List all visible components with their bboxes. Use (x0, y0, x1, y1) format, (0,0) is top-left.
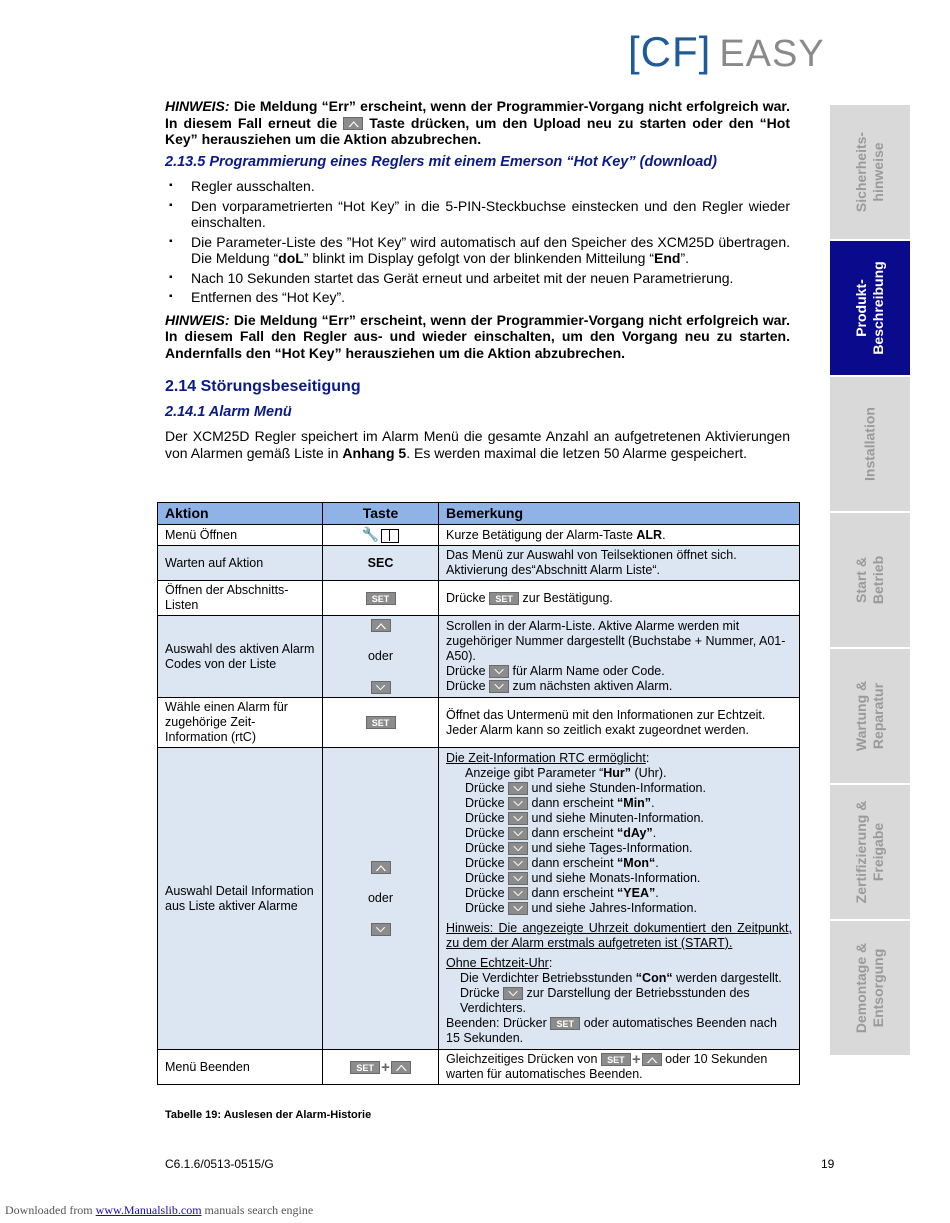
section-heading-2-14-1: 2.14.1 Alarm Menü (165, 403, 292, 420)
cell-bold: ALR (636, 527, 663, 542)
sidebar-tab-wartung-reparatur[interactable] (830, 649, 910, 785)
cell-bold: “Min” (617, 796, 652, 810)
cell-line (446, 971, 792, 1016)
plus-icon: + (631, 1051, 641, 1069)
table-cell: Wähle einen Alarm für zugehörige Zeit-Information (rtC) (158, 698, 323, 748)
down-key-icon (508, 902, 528, 915)
oder-label: oder (367, 891, 394, 905)
cell-text: und siehe Tages-Information. (528, 841, 693, 855)
table-cell (323, 748, 439, 1050)
set-plus-up-combo (350, 1060, 411, 1075)
up-key-icon (642, 1053, 662, 1066)
cell-text: und siehe Stunden-Information. (528, 781, 706, 795)
list-item: ▪ Regler ausschalten. (165, 178, 790, 195)
cell-heading: Die Zeit-Information RTC ermöglicht (446, 751, 646, 765)
list-item: ▪ Nach 10 Sekunden startet das Gerät erneut und arbeitet mit der neuen Parametrierung. (165, 270, 790, 287)
table-row (158, 748, 800, 1050)
down-key-icon (489, 680, 509, 693)
sidebar-tab-demontage-entsorgung[interactable] (830, 921, 910, 1057)
cell-text: Beenden: Drücker (446, 1016, 551, 1030)
cell-text: Drücke (465, 901, 509, 915)
note-label: HINWEIS: (165, 311, 230, 328)
table-header-aktion: Aktion (158, 503, 323, 525)
cell-text: Drücke (465, 796, 509, 810)
cell-text: : (645, 751, 650, 765)
cell-line (446, 956, 792, 971)
cell-text: Drücke (465, 886, 509, 900)
cell-line (446, 796, 792, 811)
table-row (158, 1050, 800, 1085)
sidebar-tab-label: Start & (853, 557, 869, 603)
table-header-taste: Taste (323, 503, 439, 525)
table-cell (439, 1050, 800, 1085)
sidebar-tab-label: Betrieb (870, 555, 886, 605)
table-cell (439, 748, 800, 1050)
cell-bold: Hur” (603, 766, 632, 780)
cell-heading: Ohne Echtzeit-Uhr (446, 956, 549, 970)
table-cell (439, 525, 800, 546)
manual-book-icon (381, 529, 399, 543)
cell-text: oder 10 Sekunden warten für automatisches Beenden. (446, 1052, 768, 1082)
set-key-icon (366, 592, 396, 605)
cell-text: : (548, 956, 553, 970)
cell-bold: “dAy” (617, 826, 653, 840)
down-key-icon (508, 797, 528, 810)
table-row (158, 698, 800, 748)
paragraph-text: Der XCM25D Regler speichert im Alarm Menü die gesamte Anzahl an aufgetretenen Aktivierungen von Alarmen gemäß Liste in (165, 428, 790, 461)
set-key-icon (601, 1053, 631, 1066)
download-steps-list (165, 178, 790, 306)
cell-line (446, 856, 792, 871)
table-cell: Das Menü zur Auswahl von Teilsektionen öffnet sich. Aktivierung des“Abschnitt Alarm Liste“. (439, 546, 800, 581)
display-code: End (653, 250, 681, 266)
sidebar-tab-installation[interactable] (830, 377, 910, 513)
table-cell: Menü Öffnen (158, 525, 323, 546)
table-cell (323, 698, 439, 748)
sidebar-tab-label: Entsorgung (870, 948, 886, 1028)
main-content (165, 98, 790, 469)
cell-text: dann erscheint (528, 796, 618, 810)
cell-line (446, 679, 792, 694)
cell-line (446, 901, 792, 916)
set-key-icon (550, 1017, 580, 1030)
sidebar-tab-label: hinweise (870, 142, 886, 202)
key-label: SEC (367, 555, 394, 570)
cell-line (446, 811, 792, 826)
table-row (158, 581, 800, 616)
down-key-icon (371, 681, 391, 694)
table-caption: Tabelle 19: Auslesen der Alarm-Historie (165, 1109, 372, 1121)
table-cell (323, 525, 439, 546)
cell-text: Drücke (465, 856, 509, 870)
cell-text: (Uhr). (631, 766, 667, 780)
cell-bold: “Mon“ (617, 856, 656, 870)
table-row (158, 616, 800, 698)
paragraph-bold: Anhang 5 (342, 444, 407, 461)
down-key-icon (508, 782, 528, 795)
cell-line (446, 886, 792, 901)
table-cell (323, 581, 439, 616)
table-cell (323, 1050, 439, 1085)
plus-icon: + (381, 1058, 390, 1076)
table-header-row (158, 503, 800, 525)
cell-text: . (651, 796, 655, 810)
sidebar-tab-zertifizierung-freigabe[interactable] (830, 785, 910, 921)
cell-text: Die Verdichter Betriebsstunden (460, 971, 636, 985)
chapter-sidebar (830, 105, 910, 1057)
cell-text: dann erscheint (528, 856, 618, 870)
up-key-icon (371, 861, 391, 874)
cell-line (446, 841, 792, 856)
note-text: Die Meldung “Err” erscheint, wenn der Programmier-Vorgang nicht erfolgreich war. In diesem Fall den Regler aus- und wieder einschalten, um den Vorgang neu zu starten. Andernfalls den “Hot Key” herausziehen um die Aktion abzubrechen. (165, 311, 790, 361)
up-key-icon (343, 117, 363, 130)
table-row (158, 525, 800, 546)
cell-bold: “Con“ (635, 971, 673, 985)
set-key-icon (489, 592, 519, 605)
cell-text: oder automatisches Beenden nach 15 Sekunden. (446, 1016, 777, 1045)
table-cell (323, 546, 439, 581)
sidebar-tab-label: Reparatur (870, 682, 886, 750)
table-cell: Auswahl des aktiven Alarm Codes von der Liste (158, 616, 323, 698)
cell-text: . (652, 826, 657, 840)
cell-line (446, 664, 792, 679)
cell-text: dann erscheint (528, 886, 618, 900)
cf-easy-logo (628, 28, 825, 76)
down-key-icon (503, 987, 523, 1000)
cell-text: dann erscheint (528, 826, 618, 840)
alarm-menu-paragraph (165, 428, 790, 461)
cell-text: Drücke (446, 664, 490, 678)
cell-text: für Alarm Name oder Code. (509, 664, 665, 678)
table-cell: Auswahl Detail Information aus Liste aktiver Alarme (158, 748, 323, 1050)
cell-text: Drücke (465, 781, 509, 795)
table-cell: Menü Beenden (158, 1050, 323, 1085)
wrench-key-icon: 🔧 (361, 526, 380, 542)
cell-text: Drücke (465, 841, 509, 855)
cell-line (446, 781, 792, 796)
alarm-history-table (157, 502, 800, 1085)
cell-text: und siehe Jahres-Information. (528, 901, 697, 915)
cell-text: Drücke (465, 871, 509, 885)
cell-line (446, 1016, 792, 1046)
logo-easy: EASY (719, 33, 825, 75)
section-heading-2-14: 2.14 Störungsbeseitigung (165, 378, 361, 395)
cell-text: Drücke (446, 679, 490, 693)
table-cell: Öffnen der Abschnitts-Listen (158, 581, 323, 616)
sidebar-tab-produktbeschreibung[interactable] (830, 241, 910, 377)
sidebar-tab-label: Sicherheits- (853, 131, 869, 213)
paragraph-text: . Es werden maximal die letzen 50 Alarme gespeichert. (406, 444, 748, 461)
cell-text: . (655, 886, 659, 900)
cell-text: zum nächsten aktiven Alarm. (509, 679, 673, 693)
down-key-icon (508, 857, 528, 870)
download-notice (5, 1203, 313, 1218)
note-text: Taste drücken, um den Upload neu zu starten oder den “Hot Key” herausziehen um die Aktion abzubrechen. (165, 114, 790, 147)
down-key-icon (371, 923, 391, 936)
sidebar-tab-label: Installation (861, 407, 878, 481)
cell-line (446, 751, 792, 766)
list-item (165, 234, 790, 267)
set-plus-up-combo (601, 1052, 662, 1067)
document-number: C6.1.6/0513-0515/G (165, 1157, 274, 1171)
down-key-icon (508, 827, 528, 840)
sidebar-tab-label: Beschreibung (870, 261, 886, 355)
section-heading-2-13-5: 2.13.5 Programmierung eines Reglers mit einem Emerson “Hot Key” (download) (165, 153, 717, 170)
table-cell (439, 581, 800, 616)
cell-text: Anzeige gibt Parameter “ (465, 766, 604, 780)
cell-bold: “YEA” (617, 886, 656, 900)
table-cell: Warten auf Aktion (158, 546, 323, 581)
cell-text: . (655, 856, 659, 870)
down-key-icon (508, 872, 528, 885)
down-key-icon (508, 887, 528, 900)
cell-text: Drücke (465, 811, 509, 825)
cell-line (446, 826, 792, 841)
sidebar-tab-label: Freigabe (870, 822, 886, 882)
oder-label: oder (367, 649, 394, 663)
download-text: Downloaded from (5, 1203, 96, 1217)
down-key-icon (508, 842, 528, 855)
cell-text: Kurze Betätigung der Alarm-Taste (446, 527, 637, 542)
table-header-bemerkung: Bemerkung (439, 503, 800, 525)
cell-text: Drücke (465, 826, 509, 840)
cell-line (446, 871, 792, 886)
cell-text: zur Darstellung der Betriebsstunden des Verdichters. (460, 986, 750, 1015)
sidebar-tab-label: Wartung & (853, 680, 869, 752)
manualslib-link[interactable]: www.Manualslib.com (95, 1203, 202, 1217)
sidebar-tab-label: Demontage & (853, 942, 869, 1034)
table-row (158, 546, 800, 581)
note-download-error (165, 312, 790, 362)
download-text: manuals search engine (201, 1203, 314, 1217)
sidebar-tab-sicherheitshinweise[interactable] (830, 105, 910, 241)
cell-line (446, 766, 792, 781)
cell-hinweis: Hinweis: Die angezeigte Uhrzeit dokumentiert den Zeitpunkt, zu dem der Alarm erstmals aufgetreten ist (START). (446, 921, 792, 950)
page-number: 19 (821, 1157, 835, 1171)
cell-text: Scrollen in der Alarm-Liste. Aktive Alarme werden mit zugehöriger Nummer dargestellt (Buchstabe + Nummer, A01-A50). (446, 619, 786, 663)
set-key-icon (366, 716, 396, 729)
down-key-icon (489, 665, 509, 678)
set-key-icon (350, 1061, 380, 1074)
list-item: ▪ Entfernen des “Hot Key”. (165, 289, 790, 306)
sidebar-tab-label: Produkt- (853, 279, 869, 337)
up-key-icon (391, 1061, 411, 1074)
list-item-text: ”. (680, 250, 689, 266)
sidebar-tab-start-betrieb[interactable] (830, 513, 910, 649)
list-item: ▪ Den vorparametrierten “Hot Key” in die 5-PIN-Steckbuchse einstecken und den Regler wieder einschalten. (165, 198, 790, 231)
cell-text: und siehe Minuten-Information. (528, 811, 704, 825)
table-cell (439, 616, 800, 698)
note-text: Die Meldung “Err” erscheint, wenn der Programmier-Vorgang nicht erfolgreich war. In diesem Fall erneut die (165, 98, 790, 131)
note-label: HINWEIS: (165, 98, 230, 114)
list-item-text: ” blinkt im Display gefolgt von der blinkenden Mitteilung “ (303, 250, 654, 266)
cell-text: und siehe Monats-Information. (528, 871, 701, 885)
note-upload-error (165, 98, 790, 148)
table-cell (323, 616, 439, 698)
down-key-icon (508, 812, 528, 825)
cell-text: . (662, 527, 666, 542)
cell-text: Gleichzeitiges Drücken von (446, 1052, 601, 1066)
sidebar-tab-label: Zertifizierung & (853, 800, 869, 904)
up-key-icon (371, 619, 391, 632)
cell-text: zur Bestätigung. (519, 590, 613, 605)
table-cell: Öffnet das Untermenü mit den Informationen zur Echtzeit. Jeder Alarm kann so zeitlich exakt zugeordnet werden. (439, 698, 800, 748)
list-item-text: Die Parameter-Liste des ”Hot Key” wird automatisch auf den Speicher des XCM25D übertragen. Die Meldung “ (191, 233, 790, 266)
cell-text: werden dargestellt. Drücke (460, 971, 782, 1000)
logo-cf: [CF] (628, 28, 712, 75)
display-code: doL (278, 250, 304, 266)
cell-text: Drücke (446, 590, 490, 605)
